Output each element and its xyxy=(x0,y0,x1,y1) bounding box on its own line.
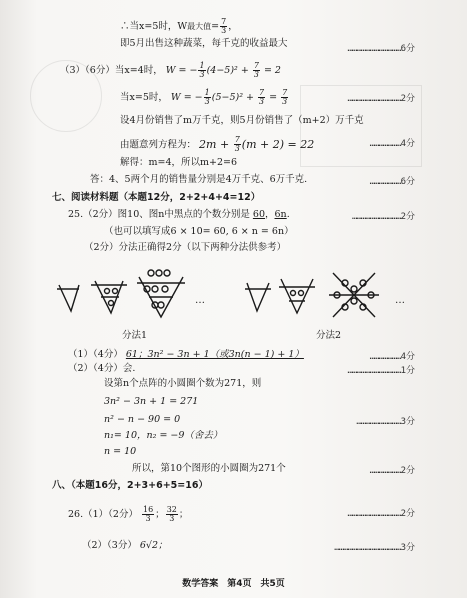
section-8-title: 八、（本题16分，2+3+6+5=16） xyxy=(52,480,208,491)
line-1: ∴当x=5时，W最大值= $\frac{7}{3}$ ， xyxy=(120,17,238,35)
line-19: （2）（3分） 6√2； xyxy=(82,540,168,551)
points-4b: …………………4分 xyxy=(369,352,415,362)
points-1: ………………………………1分 xyxy=(347,366,415,376)
ellipsis-1: … xyxy=(195,295,205,306)
line-5: 设4月份销售了m万千克，则5月份销售了（m+2）万千克 xyxy=(120,115,364,126)
line-13: （1）（4分） 61；3n² − 3n + 1（或3n(n − 1) + 1） xyxy=(68,349,304,360)
line-11: （也可以填写成6 × 10= 60, 6 × n = 6n） xyxy=(104,226,294,237)
points-6b: …………………6分 xyxy=(369,177,415,187)
line-6: 由题意列方程为： 2m + $\frac{7}{3}$ (m + 2) = 22 xyxy=(120,135,315,153)
line-14: （2）（4分）会. xyxy=(68,363,136,374)
line-8: 答：4、5两个月的销售量分别是4万千克、6万千克. xyxy=(90,174,308,185)
points-4: …………………4分 xyxy=(369,139,415,149)
line-15: 设第n个点阵的小圆圈个数为271，则 xyxy=(104,378,262,389)
dot-lattice-figures xyxy=(55,263,425,327)
equation-4: n = 10 xyxy=(104,446,137,457)
line-4: 当x=5时， W = − $\frac{1}{3}$ (5−5)² + $\frac{7}{3}$ = $\frac{7}{3}$ xyxy=(120,88,288,106)
points-2c: …………………2分 xyxy=(369,466,415,476)
line-3: （3）（6分）当x=4时， W = − $\frac{1}{3}$ (4−5)² + $\frac{7}{3}$ = 2 xyxy=(60,61,281,79)
equation-2: n² − n − 90 = 0 xyxy=(104,414,181,425)
line-18: 26.（1）（2分） $\frac{16}{3}$ ； $\frac{32}{3}$ ； xyxy=(68,505,189,523)
partition-2-label: 分法2 xyxy=(316,330,342,341)
partition-2-figures xyxy=(245,273,379,317)
partition-1-figures xyxy=(57,270,185,317)
points-6: ………………………………6分 xyxy=(347,44,415,54)
points-3: …………………………3分 xyxy=(356,417,415,427)
ellipsis-2: … xyxy=(395,295,405,306)
line-7: 解得：m=4，所以m+2=6 xyxy=(120,157,238,168)
line-12: （2分）分法正确得2分（以下两种分法供参考） xyxy=(84,242,287,253)
page-footer: 数学答案 第4页 共5页 xyxy=(182,579,285,589)
partition-1-label: 分法1 xyxy=(122,330,148,341)
line-16: 所以，第10个图形的小圆圈为271个 xyxy=(132,463,286,474)
points-3b: ………………………………………3分 xyxy=(334,543,415,553)
points-2b: ……………………………2分 xyxy=(351,212,415,222)
line-10: 25.（2分）图10、图n中黑点的个数分别是 60，6n. xyxy=(68,209,290,220)
section-7-title: 七、阅读材料题（本题12分，2+2+4+4=12） xyxy=(52,192,261,203)
points-2d: ………………………………2分 xyxy=(347,509,415,519)
line-2: 即5月出售这种蔬菜，每千克的收益最大 xyxy=(120,38,288,49)
equation-3: n₁= 10，n₂ = −9（舍去） xyxy=(104,430,223,441)
points-2: ………………………………2分 xyxy=(347,94,415,104)
equation-1: 3n² − 3n + 1 = 271 xyxy=(104,396,199,407)
